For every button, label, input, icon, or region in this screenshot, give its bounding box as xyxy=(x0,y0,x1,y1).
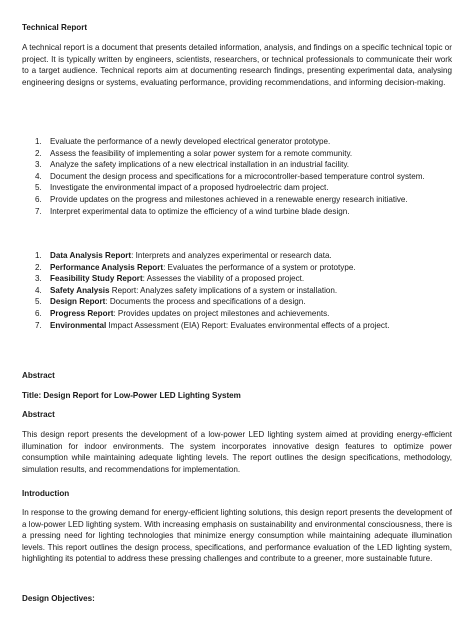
introduction-heading: Introduction xyxy=(22,489,70,498)
list-item xyxy=(22,148,452,160)
list-item xyxy=(22,206,452,218)
report-type-name: Feasibility Study Report xyxy=(50,274,143,284)
list-item xyxy=(22,182,452,194)
list-number: 1. xyxy=(35,137,42,146)
list-item xyxy=(22,308,452,320)
report-type-description: : Assesses the viability of a proposed project. xyxy=(142,274,305,284)
list-number: 4. xyxy=(35,171,42,181)
report-type-name: Data Analysis Report xyxy=(50,251,132,260)
abstract-paragraph: This design report presents the development of a low-power LED lighting system aimed at providing energy-efficient illumination for indoor environments. The system incorporates innovative design features to optimize power consumption while maintaining adequate lighting levels. The report outlines the design specifications, methodology, simulation results, and recommendations for implementation. xyxy=(22,430,452,474)
list-item xyxy=(22,273,452,285)
list-item xyxy=(22,320,452,332)
list-number: 7. xyxy=(35,206,42,216)
report-types-list xyxy=(22,250,452,331)
list-item-text: Provide updates on the progress and milestones achieved in a renewable energy research initiative. xyxy=(50,194,408,204)
list-item xyxy=(22,285,452,297)
list-number: 3. xyxy=(35,274,42,284)
report-type-description: : Interprets and analyzes experimental or research data. xyxy=(131,251,332,260)
introduction-paragraph: In response to the growing demand for energy-efficient lighting solutions, this design report presents the development of a low-power LED lighting system. With increasing emphasis on sustainability and environmental consciousness, there is a pressing need for lighting technologies that minimize energy consumption while maintaining adequate illumination levels. This report outlines the design process, specifications, and performance evaluation of the LED lighting system, highlighting its potential to address these pressing challenges and contribute to a greener, more sustainable future. xyxy=(22,508,452,564)
list-number: 6. xyxy=(35,194,42,204)
list-number: 2. xyxy=(35,262,42,272)
report-type-description: Impact Assessment (EIA) Report: Evaluates environmental effects of a project. xyxy=(106,320,390,330)
report-type-name: Safety Analysis xyxy=(50,285,110,295)
report-type-description: : Evaluates the performance of a system or prototype. xyxy=(163,262,356,272)
report-type-description: : Documents the process and specifications of a design. xyxy=(105,297,306,307)
list-item xyxy=(22,171,452,183)
list-item xyxy=(22,250,452,262)
design-objectives-heading: Design Objectives: xyxy=(22,594,95,603)
abstract-heading: Abstract xyxy=(22,371,55,380)
list-number: 1. xyxy=(35,251,42,260)
list-item xyxy=(22,136,452,148)
report-type-description: Report: Analyzes safety implications of a system or installation. xyxy=(109,285,338,295)
list-item xyxy=(22,296,452,308)
list-item xyxy=(22,194,452,206)
list-item-text: Interpret experimental data to optimize the efficiency of a wind turbine blade design. xyxy=(50,206,350,216)
list-number: 5. xyxy=(35,297,42,307)
list-number: 4. xyxy=(35,285,42,295)
list-number: 6. xyxy=(35,308,42,318)
list-number: 7. xyxy=(35,320,42,330)
intro-paragraph: A technical report is a document that presents detailed information, analysis, and findings on a specific technical topic or project. It is typically written by engineers, scientists, researchers, or technical professionals to communicate their work to a target audience. Technical reports aim at documenting research findings, presenting experimental data, analysing engineering designs or systems, evaluating performance, providing recommendations, and informing decision-making. xyxy=(22,43,452,87)
list-number: 2. xyxy=(35,148,42,158)
report-type-name: Environmental xyxy=(50,320,107,330)
report-type-name: Progress Report xyxy=(50,308,114,318)
sample-title: Title: Design Report for Low-Power LED Lighting System xyxy=(22,391,241,400)
list-number: 5. xyxy=(35,183,42,193)
list-item-text: Document the design process and specifications for a microcontroller-based temperature control system. xyxy=(50,171,425,181)
list-item xyxy=(22,159,452,171)
list-item-text: Investigate the environmental impact of a proposed hydroelectric dam project. xyxy=(50,183,329,193)
list-item-text: Evaluate the performance of a newly developed electrical generator prototype. xyxy=(50,137,331,146)
report-type-name: Design Report xyxy=(50,297,106,307)
list-number: 3. xyxy=(35,160,42,170)
report-title: Technical Report xyxy=(22,23,88,32)
abstract-subheading: Abstract xyxy=(22,410,55,419)
report-type-name: Performance Analysis Report xyxy=(50,262,164,272)
list-item-text: Analyze the safety implications of a new electrical installation in an industrial facility. xyxy=(50,160,350,170)
examples-list xyxy=(22,136,452,217)
list-item-text: Assess the feasibility of implementing a solar power system for a remote community. xyxy=(50,148,353,158)
report-type-description: : Provides updates on project milestones and achievements. xyxy=(113,308,330,318)
list-item xyxy=(22,262,452,274)
